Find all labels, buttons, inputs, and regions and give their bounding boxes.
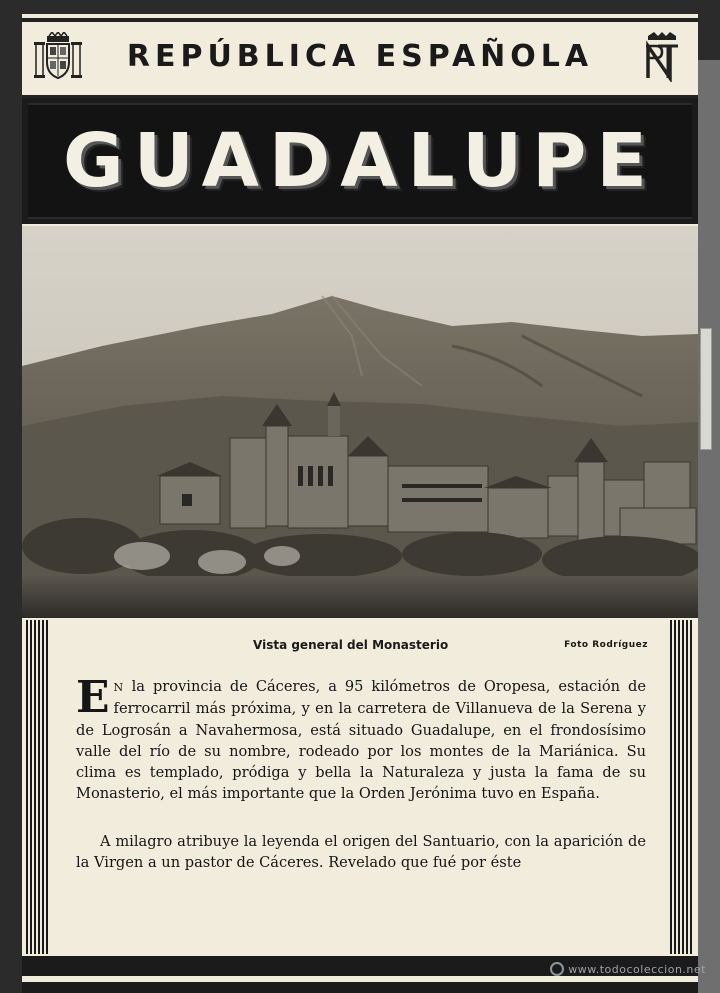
caption-row: [22, 638, 698, 658]
title-band: [22, 98, 698, 224]
main-title: GUADALUPE: [63, 118, 657, 204]
pnt-monogram-icon: [636, 31, 688, 83]
watermark-text: www.todocoleccion.net: [568, 962, 706, 976]
paragraph-2: [76, 831, 646, 874]
bottom-line: [22, 982, 698, 993]
paragraph-1: [76, 672, 646, 805]
title-band-inner: [28, 103, 692, 219]
drop-cap: E: [76, 672, 110, 723]
header-title: REPÚBLICA ESPAÑOLA: [126, 39, 594, 74]
top-rule: [22, 18, 698, 22]
todocoleccion-logo-icon: [550, 962, 564, 976]
page-tab: [700, 328, 712, 450]
coat-of-arms-icon: [32, 31, 84, 83]
right-border-stripes: [670, 620, 694, 954]
paragraph-1-text: la provincia de Cáceres, a 95 kilómetros de Oropesa, estación de ferrocarril más próxima, y en la carretera de Villanueva de la Serena y de Logrosán a Navahermosa, está situado Guadalupe, en el frondosísimo valle del río de su nombre, rodeado por los montes de la Mariánica. Su clima es templado, pródiga y bella la Naturaleza y justa la fama de su Monasterio, el más importante que la Orden Jerónima tuvo en España.: [76, 678, 646, 803]
brochure-page: [22, 14, 698, 993]
left-border-stripes: [26, 620, 50, 954]
monastery-photo: [22, 226, 698, 618]
paragraph-2-text: A milagro atribuye la leyenda el origen del Santuario, con la aparición de la Virgen a un pastor de Cáceres. Revelado que fué por éste: [76, 832, 646, 872]
watermark: [550, 962, 706, 976]
adjacent-page-edge: [698, 60, 720, 993]
header-bar: [22, 18, 698, 98]
photo-credit: Foto Rodríguez: [564, 640, 648, 650]
photo-caption: Vista general del Monasterio: [253, 638, 449, 652]
small-cap: N: [113, 681, 124, 694]
body-text: [76, 672, 646, 899]
